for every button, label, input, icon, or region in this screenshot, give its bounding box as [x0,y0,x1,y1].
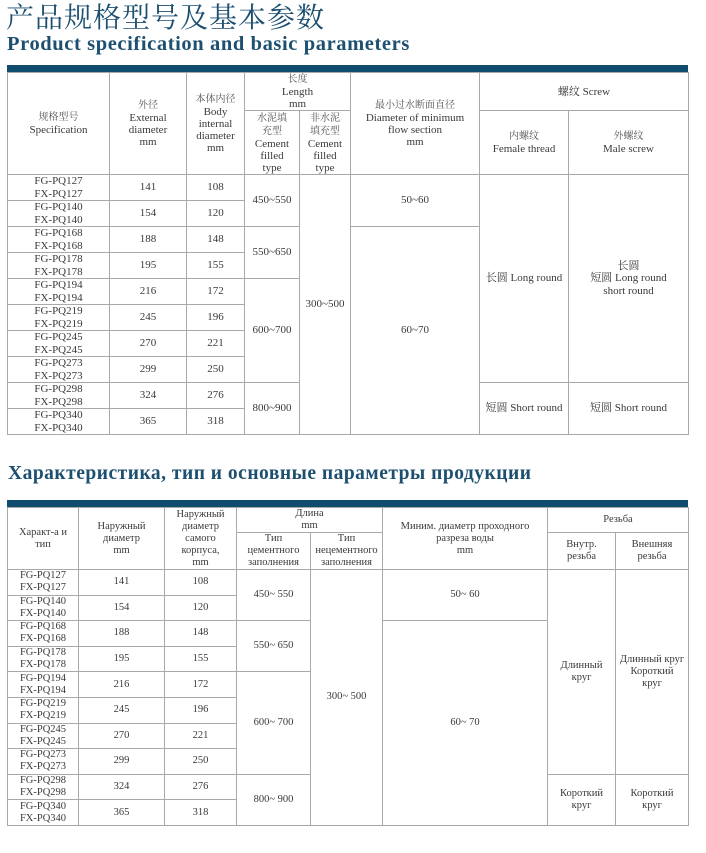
spec-fg: FG-PQ273 [19,749,67,761]
cell-specification [8,697,79,723]
spec-fx: FX-PQ168 [19,633,67,645]
spec-fg: FG-PQ340 [34,409,83,421]
cell-external-diameter: 216 [79,672,165,698]
spec-fx: FX-PQ340 [19,812,67,824]
header-text: Cement [307,137,343,150]
header-text: Male screw [603,143,655,155]
spec-fg: FG-PQ219 [19,698,67,710]
cell-text: круг [571,671,592,683]
cell-female-thread-long [480,175,569,383]
header-text: Характ-а и [18,526,68,538]
header-text: mm [406,136,424,148]
header-text: filled [260,149,284,162]
cell-internal-diameter: 148 [165,621,237,647]
spec-table-russian [7,500,688,826]
cell-text: 短圆 Short round [485,402,563,415]
cell-internal-diameter: 250 [187,357,245,383]
spec-fg: FG-PQ168 [19,621,67,633]
cell-specification [8,175,110,201]
header-text: mm [139,136,157,148]
cell-specification [8,227,110,253]
spec-fx: FX-PQ298 [34,395,83,408]
table-row [8,570,689,596]
header-non-cement-filled [311,533,383,570]
cell-cement-length: 800~900 [245,383,300,435]
cell-internal-diameter: 172 [165,672,237,698]
header-text: Diameter of minimum [365,112,465,124]
cell-external-diameter: 245 [79,697,165,723]
page-title-chinese: 产品规格型号及基本参数 [6,1,326,34]
spec-fx: FX-PQ194 [34,291,83,304]
spec-table [7,72,689,435]
header-text: mm [456,544,474,556]
spec-fx: FX-PQ298 [19,787,67,799]
header-text: 内螺纹 [509,131,540,142]
cell-specification [8,774,79,800]
spec-fg: FG-PQ140 [34,201,83,213]
cell-internal-diameter: 172 [187,279,245,305]
cell-flow-diameter: 50~60 [351,175,480,227]
spec-fx: FX-PQ127 [19,582,67,594]
header-text: резьба [637,551,667,562]
page-title-english: Product specification and basic parameters [7,33,410,55]
cell-male-thread-short [616,774,689,825]
spec-table [7,507,689,826]
cell-external-diameter: 324 [79,774,165,800]
header-text: 最小过水断面直径 [375,100,456,111]
header-text: mm [301,520,318,531]
spec-fg: FG-PQ168 [34,227,83,239]
cell-text: Длинный [560,659,603,671]
cell-flow-diameter: 60~ 70 [383,621,548,826]
cell-cement-length: 450~550 [245,175,300,227]
cell-specification [8,331,110,357]
header-text: internal [198,118,233,130]
header-flow-diameter [351,73,480,175]
cell-internal-diameter: 108 [187,175,245,201]
cell-text: 短圆 Short round [590,402,668,415]
header-text: корпуса, [181,544,220,556]
spec-fx: FX-PQ140 [34,213,83,226]
cell-specification [8,646,79,672]
header-text: 外螺纹 [613,131,644,142]
header-text: Body [203,106,228,118]
cell-cement-length: 550~ 650 [237,621,311,672]
header-length [245,73,351,111]
spec-fg: FG-PQ178 [19,647,67,659]
spec-fx: FX-PQ340 [34,421,83,434]
spec-fx: FX-PQ245 [19,735,67,747]
cell-specification [8,357,110,383]
cell-internal-diameter: 221 [165,723,237,749]
cell-text: круг [642,677,662,689]
header-text: 外径 [138,100,158,111]
spec-fg: FG-PQ178 [34,253,83,265]
spec-fg: FG-PQ298 [34,383,83,395]
cell-male-thread-short [569,383,689,435]
cell-text: Короткий [559,787,604,799]
spec-fg: FG-PQ245 [19,723,67,735]
cell-internal-diameter: 276 [187,383,245,409]
cell-female-thread-long [548,570,616,775]
header-text: Specification [29,124,88,136]
cell-external-diameter: 195 [79,646,165,672]
cell-external-diameter: 365 [110,409,187,435]
spec-fg: FG-PQ273 [34,357,83,369]
spec-fx: FX-PQ245 [34,343,83,356]
cell-specification [8,279,110,305]
spec-fx: FX-PQ127 [34,187,83,200]
header-text: заполнения [248,557,299,568]
header-text: type [262,161,282,174]
header-text: разреза воды [436,532,494,544]
cell-female-thread-short [548,774,616,825]
cell-specification [8,723,79,749]
table-row [8,175,689,201]
cell-external-diameter: 154 [79,595,165,621]
cell-specification [8,305,110,331]
cell-external-diameter: 188 [110,227,187,253]
header-body-internal-diameter [187,73,245,175]
header-body-diameter [165,508,237,570]
cell-cement-length: 450~ 550 [237,570,311,621]
header-text: 非水泥 [310,112,340,124]
header-text: mm [192,556,209,568]
cell-cement-length: 600~700 [245,279,300,383]
header-text: type [315,161,335,174]
spec-fg: FG-PQ127 [19,570,67,582]
cell-internal-diameter: 196 [187,305,245,331]
header-external-diameter [79,508,165,570]
header-text: Длина [295,508,324,519]
cell-internal-diameter: 196 [165,697,237,723]
header-text: 长度 [287,74,308,85]
cell-external-diameter: 245 [110,305,187,331]
cell-noncement-length: 300~ 500 [311,570,383,826]
header-thread: Резьба [548,508,689,533]
cell-cement-length: 800~ 900 [237,774,311,825]
cell-text: short round [603,284,654,297]
cell-male-thread-long [616,570,689,775]
header-text: flow section [387,124,443,136]
cell-internal-diameter: 276 [165,774,237,800]
cell-flow-diameter: 60~70 [351,227,480,435]
header-text: 规格型号 [38,112,79,123]
header-cement-filled [237,533,311,570]
table-header-bar [7,65,688,72]
spec-fg: FG-PQ140 [19,595,67,607]
cell-cement-length: 600~ 700 [237,672,311,774]
header-cement-filled [245,111,300,175]
cell-internal-diameter: 318 [165,800,237,826]
header-text: Наружный [97,520,146,532]
spec-table-english [7,65,688,435]
cell-external-diameter: 365 [79,800,165,826]
header-text: mm [288,98,307,110]
spec-fx: FX-PQ273 [19,761,67,773]
cell-external-diameter: 216 [110,279,187,305]
header-non-cement-filled [300,111,351,175]
header-text: Тип [264,533,283,544]
header-text: тип [35,538,51,550]
header-text: diameter [128,124,168,136]
header-text: diameter [196,130,235,142]
header-text: Cement [254,137,290,150]
cell-specification [8,570,79,596]
spec-fg: FG-PQ219 [34,305,83,317]
header-text: 填充型 [310,125,340,137]
cell-internal-diameter: 155 [165,646,237,672]
header-length [237,508,383,533]
cell-internal-diameter: 108 [165,570,237,596]
cell-external-diameter: 141 [110,175,187,201]
header-text: заполнения [321,557,372,568]
spec-fx: FX-PQ194 [19,684,67,696]
cell-flow-diameter: 50~ 60 [383,570,548,621]
spec-fg: FG-PQ245 [34,331,83,343]
cell-internal-diameter: 318 [187,409,245,435]
cell-internal-diameter: 155 [187,253,245,279]
cell-specification [8,409,110,435]
cell-text: Длинный круг [619,653,685,665]
header-text: резьба [567,551,596,562]
section-title-russian: Характеристика, тип и основные параметры продукции [8,463,532,484]
spec-fx: FX-PQ178 [19,659,67,671]
cell-text: Короткий [630,665,674,677]
cell-internal-diameter: 120 [165,595,237,621]
header-text: Female thread [492,143,556,155]
cell-male-thread-long [569,175,689,383]
header-text: mm [206,142,225,154]
header-text: диаметр [103,532,140,544]
header-external-diameter [110,73,187,175]
cell-external-diameter: 154 [110,201,187,227]
header-text: mm [113,544,130,556]
header-text: External [129,112,167,124]
spec-fx: FX-PQ140 [19,607,67,619]
spec-fx: FX-PQ219 [34,317,83,330]
table-header-bar [7,500,688,507]
header-text: 水泥填 [257,112,287,124]
cell-text: 短圆 Long round [590,272,667,285]
cell-text: Короткий [630,787,674,799]
cell-external-diameter: 188 [79,621,165,647]
header-text: нецементного [315,545,378,556]
cell-external-diameter: 141 [79,570,165,596]
cell-specification [8,800,79,826]
header-text: 本体内径 [195,94,236,105]
cell-specification [8,595,79,621]
header-text: самого [185,532,216,544]
header-text: Тип [337,533,356,544]
header-flow-diameter [383,508,548,570]
header-inner-thread [548,533,616,570]
spec-fg: FG-PQ340 [19,800,67,812]
cell-internal-diameter: 221 [187,331,245,357]
spec-fx: FX-PQ168 [34,239,83,252]
cell-internal-diameter: 250 [165,749,237,775]
cell-external-diameter: 299 [79,749,165,775]
cell-external-diameter: 324 [110,383,187,409]
header-specification [8,73,110,175]
spec-fx: FX-PQ273 [34,369,83,382]
cell-specification [8,672,79,698]
cell-text: 长圆 [617,259,640,272]
header-female-thread [480,111,569,175]
cell-specification [8,749,79,775]
spec-fx: FX-PQ178 [34,265,83,278]
cell-text: 长圆 Long round [485,272,563,285]
header-text: Внешняя [631,539,673,550]
header-outer-thread [616,533,689,570]
spec-fg: FG-PQ194 [34,279,83,291]
cell-noncement-length: 300~500 [300,175,351,435]
cell-cement-length: 550~650 [245,227,300,279]
header-text: Внутр. [566,539,597,550]
header-text: 充型 [262,125,282,137]
cell-specification [8,621,79,647]
cell-text: круг [642,799,662,811]
header-text: Наружный [176,508,225,520]
header-male-screw [569,111,689,175]
cell-internal-diameter: 120 [187,201,245,227]
cell-external-diameter: 195 [110,253,187,279]
cell-specification [8,201,110,227]
spec-fg: FG-PQ194 [19,672,67,684]
header-text: Length [281,86,314,98]
spec-fx: FX-PQ219 [19,710,67,722]
header-text: filled [313,149,337,162]
cell-external-diameter: 299 [110,357,187,383]
cell-specification [8,253,110,279]
spec-fg: FG-PQ127 [34,175,83,187]
header-screw: 螺纹 Screw [480,73,689,111]
spec-fg: FG-PQ298 [19,775,67,787]
header-text: диаметр [182,520,219,532]
header-text: цементного [247,545,300,556]
cell-external-diameter: 270 [79,723,165,749]
header-specification [8,508,79,570]
cell-text: круг [571,799,592,811]
header-text: Миним. диаметр проходного [400,520,530,532]
cell-external-diameter: 270 [110,331,187,357]
cell-specification [8,383,110,409]
cell-female-thread-short [480,383,569,435]
cell-internal-diameter: 148 [187,227,245,253]
